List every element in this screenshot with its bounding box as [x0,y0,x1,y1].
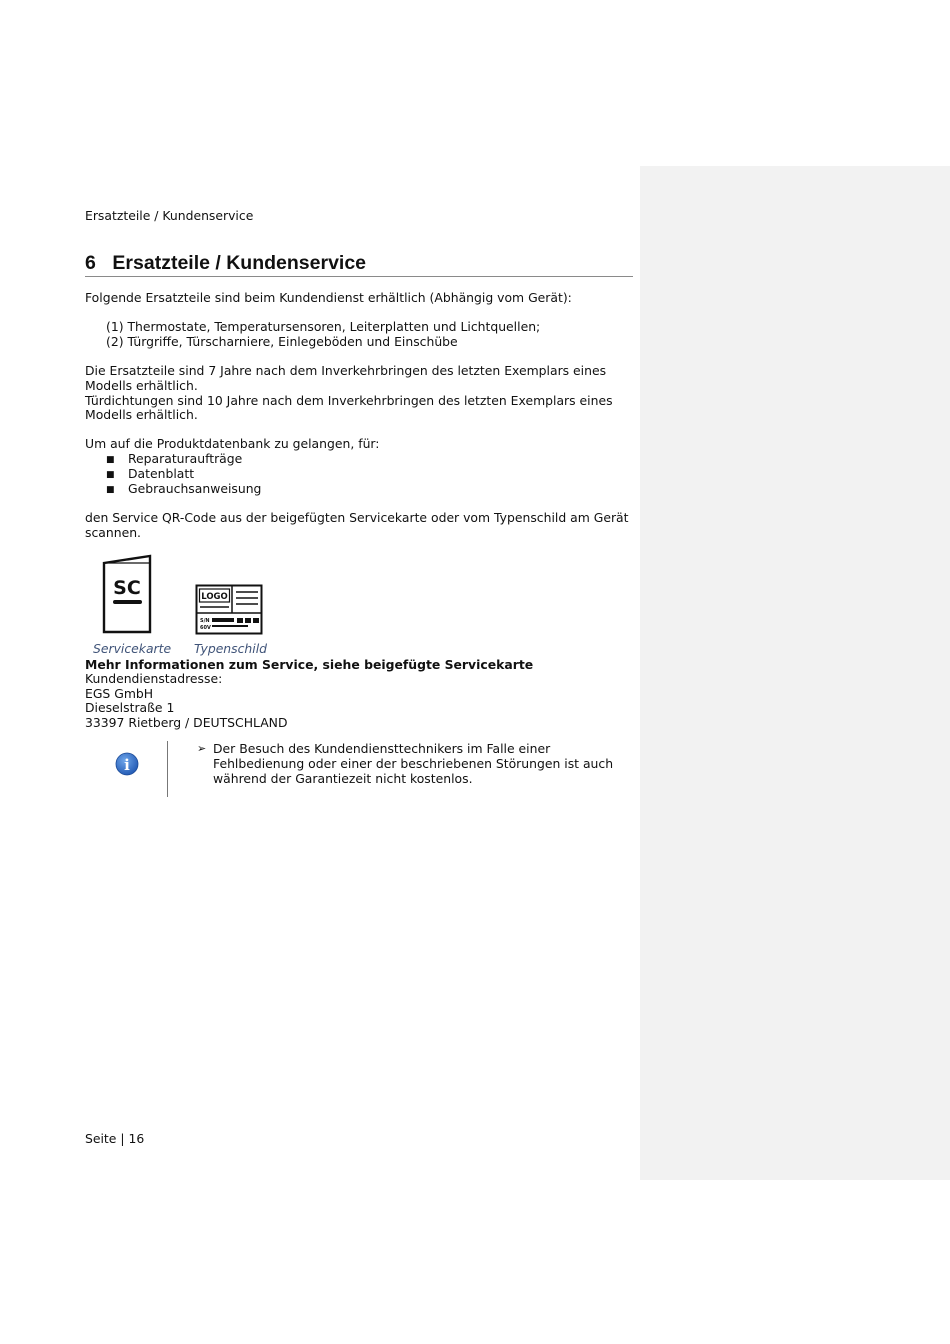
address-city: 33397 Rietberg / DEUTSCHLAND [85,715,288,730]
typeplate-sn-text: S/N [200,618,210,624]
running-header: Ersatzteile / Kundenservice [85,208,254,223]
arrow-bullet-icon: ➢ [197,742,207,755]
intro-text: Folgende Ersatzteile sind beim Kundendienst erhältlich (Abhängig vom Gerät): [85,290,572,305]
bullet-label: Reparaturaufträge [128,451,243,466]
info-icon [115,752,139,776]
page-footer: Seite | 16 [85,1131,145,1146]
availability-line: Modells erhältlich. [85,378,198,393]
availability-line: Modells erhältlich. [85,407,198,422]
note-divider [167,741,168,797]
bullet-marker: ■ [106,455,115,465]
typeplate-icon [195,584,263,636]
servicecard-icon-label: SC [113,577,141,599]
qr-instruction-line: scannen. [85,525,141,540]
section-heading [85,252,633,277]
availability-line: Die Ersatzteile sind 7 Jahre nach dem Inverkehrbringen des letzten Exemplars eines [85,363,607,378]
section-title: Ersatzteile / Kundenservice [112,252,367,274]
bullet-label: Gebrauchsanweisung [128,481,262,496]
address-company: EGS GmbH [85,686,154,701]
address-label: Kundendienstadresse: [85,671,223,686]
info-icon-letter: i [124,756,130,774]
parts-item: (1) Thermostate, Temperatursensoren, Leiterplatten und Lichtquellen; [106,319,541,334]
note-line: Der Besuch des Kundendiensttechnikers im Falle einer [213,741,551,756]
bullet-marker: ■ [106,470,115,480]
typeplate-voltage-text: 60V [200,625,211,631]
bullet-label: Datenblatt [128,466,195,481]
address-street: Dieselstraße 1 [85,700,175,715]
more-info-text: Mehr Informationen zum Service, siehe beigefügte Servicekarte [85,657,534,672]
caption-typenschild: Typenschild [194,641,268,656]
bullet-item [106,481,261,498]
availability-line: Türdichtungen sind 10 Jahre nach dem Inverkehrbringen des letzten Exemplars eines [85,393,613,408]
servicecard-icon [101,553,155,635]
database-intro: Um auf die Produktdatenbank zu gelangen, für: [85,436,380,451]
note-line: Fehlbedienung oder einer der beschriebenen Störungen ist auch [213,756,614,771]
comment-margin-panel [640,166,950,1180]
qr-instruction-line: den Service QR-Code aus der beigefügten Servicekarte oder vom Typenschild am Gerät [85,510,629,525]
bullet-marker: ■ [106,485,115,495]
parts-item: (2) Türgriffe, Türscharniere, Einlegeböden und Einschübe [106,334,458,349]
typeplate-logo-text: LOGO [201,592,228,602]
caption-servicekarte: Servicekarte [93,641,172,656]
note-line: während der Garantiezeit nicht kostenlos. [213,771,473,786]
section-number: 6 [85,252,96,274]
